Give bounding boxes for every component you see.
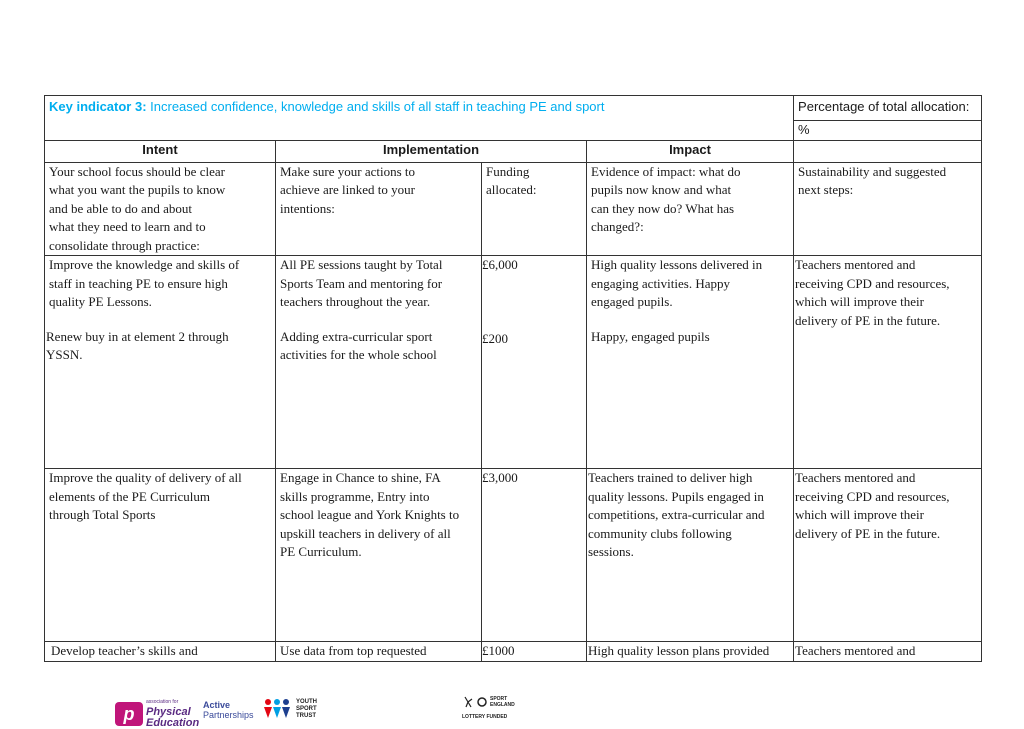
cell-line: Engage in Chance to shine, FA [280,470,441,485]
desc-line: what you want the pupils to know [49,182,226,197]
cell-line: Sports Team and mentoring for [280,275,443,291]
spacer [46,312,271,328]
afpe-wordmark [146,698,199,729]
cell-line: through Total Sports [49,507,156,522]
cell-line: community clubs following [588,525,732,541]
cell-line: activities for the whole school [280,347,437,362]
desc-line: changed?: [591,219,644,234]
description-row [45,162,982,256]
cell-line: school league and York Knights to [280,507,460,522]
afpe-mark-icon: p [115,702,143,726]
desc-line: and be able to do and about [49,200,192,216]
spacer [482,275,582,330]
impact-cell [587,256,794,469]
lottery-hand-icon [462,696,474,708]
cell-line: sessions. [588,544,634,559]
cell-line: Adding extra-curricular sport [280,328,433,344]
cell-line: Renew buy in at element 2 through [46,328,229,344]
cell-line: delivery of PE in the future. [795,525,941,541]
yst-wordmark [296,699,317,720]
desc-line: intentions: [280,200,335,216]
funding-value: £200 [482,330,508,346]
funding-cell [482,469,587,642]
afpe-line2: Education [146,717,200,729]
header-blank [794,140,982,162]
cell-line: Teachers trained to deliver high [588,470,753,485]
footer-logos [0,695,1024,729]
cell-line: staff in teaching PE to ensure high [49,275,228,291]
cell-line: engaged pupils. [591,294,673,309]
header-intent: Intent [45,140,276,162]
desc-line: Sustainability and suggested [798,163,947,179]
desc-line: consolidate through practice: [49,237,200,253]
lottery-funded-text: LOTTERY FUNDED [462,714,508,720]
cell-line: teachers throughout the year. [280,294,431,309]
se-wordmark [490,696,515,708]
afpe-line1: Physical [146,706,191,718]
impact-cell: High quality lesson plans provided [587,642,794,662]
key-indicator-title [45,96,794,141]
sustainability-cell: Teachers mentored and [794,642,982,662]
cell-line: skills programme, Entry into [280,488,430,504]
implementation-cell [276,256,482,469]
desc-line: allocated: [486,182,537,197]
header-row [45,140,982,162]
desc-line: pupils now know and what [591,182,732,197]
intent-cell [45,469,276,642]
implementation-description [276,162,482,256]
se-line2: ENGLAND [490,702,515,708]
sustainability-cell [794,469,982,642]
cell-line: upskill teachers in delivery of all [280,525,451,541]
cell-line: which will improve their [795,507,924,522]
impact-description [587,162,794,256]
afpe-small-text: association for [146,699,179,705]
desc-line: Evidence of impact: what do [591,163,741,179]
afpe-logo [115,698,199,729]
yst-line3: TRUST [296,712,316,719]
cell-line: Teachers mentored and [795,470,916,485]
table-row [45,469,982,642]
cell-line: elements of the PE Curriculum [49,488,211,504]
implementation-cell [276,469,482,642]
desc-line: Your school focus should be clear [49,163,225,179]
impact-cell [587,469,794,642]
yst-line1: YOUTH [296,698,317,705]
key-indicator-row [45,96,982,121]
youth-sport-trust-logo [262,698,317,720]
cell-line: engaging activities. Happy [591,275,730,291]
desc-line: can they now do? What has [591,200,735,216]
desc-line: Funding [486,163,530,179]
cell-line: delivery of PE in the future. [795,312,941,328]
desc-line: achieve are linked to your [280,182,415,197]
ap-line2: Partnerships [203,710,254,720]
percentage-value: % [794,121,982,141]
funding-cell [482,256,587,469]
sustainability-description [794,162,982,256]
table-row [45,642,982,662]
percentage-label: Percentage of total allocation: [794,96,982,121]
cell-line: receiving CPD and resources, [795,488,950,504]
spacer [591,312,789,328]
cell-line: Happy, engaged pupils [591,328,710,344]
cell-line: YSSN. [46,347,83,362]
sustainability-cell [794,256,982,469]
active-partnerships-logo [203,700,254,720]
cell-line: All PE sessions taught by Total [280,257,443,272]
funding-value: £3,000 [482,470,518,485]
table-row [45,256,982,469]
key-indicator-label: Key indicator 3: [49,99,147,114]
funding-description [482,162,587,256]
header-impact: Impact [587,140,794,162]
implementation-cell: Use data from top requested [276,642,482,662]
desc-line: what they need to learn and to [49,219,206,234]
cell-line: Improve the quality of delivery of all [49,470,242,485]
cell-line: Improve the knowledge and skills of [49,257,240,272]
youth-sport-trust-figures-icon [262,698,292,720]
funding-cell: £1000 [482,642,587,662]
yst-line2: SPORT [296,705,317,712]
cell-line: High quality lessons delivered in [591,257,763,272]
cell-line: PE Curriculum. [280,544,362,559]
intent-cell [45,256,276,469]
key-indicator-text: Increased confidence, knowledge and skills of all staff in teaching PE and sport [150,99,605,114]
funding-value: £6,000 [482,257,518,272]
ap-line1: Active [203,700,231,710]
cell-line: quality lessons. Pupils engaged in [588,488,764,504]
intent-cell: Develop teacher’s skills and [45,642,276,662]
sport-england-logo [462,696,515,720]
se-line1: SPORT [490,696,508,702]
spacer [280,312,477,328]
cell-line: competitions, extra-curricular and [588,507,765,522]
key-indicator-table [44,95,982,662]
cell-line: Teachers mentored and [795,257,916,272]
sport-england-swirl-icon [477,697,487,707]
header-implementation: Implementation [276,140,587,162]
intent-description [45,162,276,256]
cell-line: receiving CPD and resources, [795,275,950,291]
desc-line: Make sure your actions to [280,163,416,179]
sport-england-mark [462,696,515,708]
cell-line: which will improve their [795,294,924,309]
desc-line: next steps: [798,182,854,197]
cell-line: quality PE Lessons. [49,294,152,309]
